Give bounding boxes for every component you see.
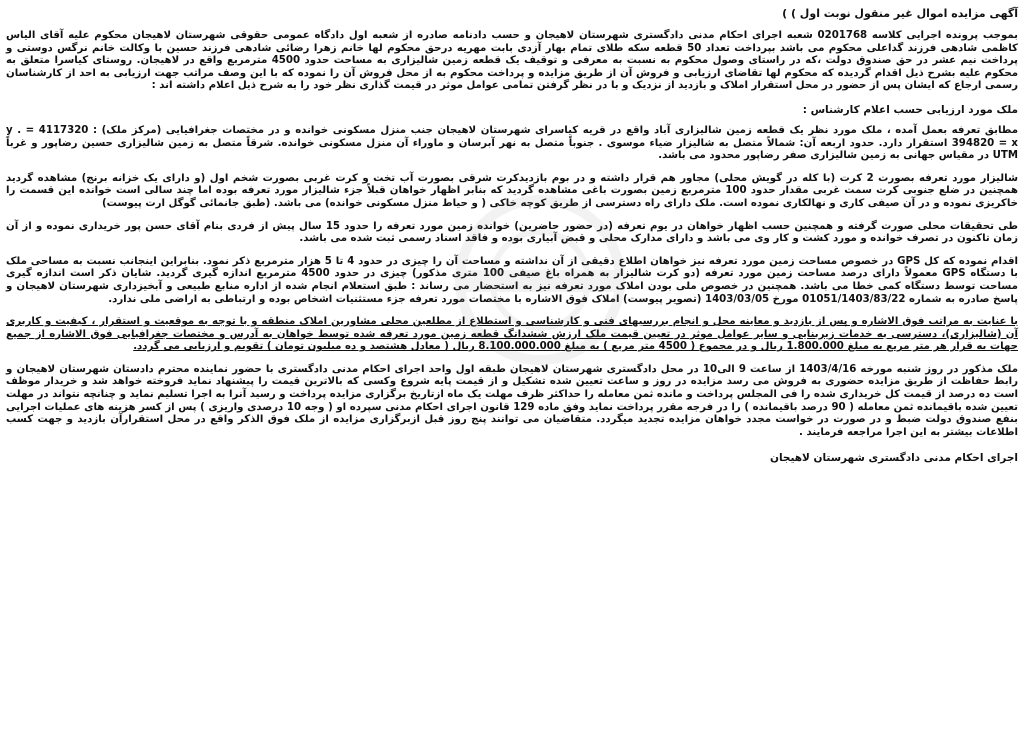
expert-heading: ملک مورد ارزیابی حسب اعلام کارشناس :	[802, 103, 1018, 116]
auction-paragraph: ملک مذکور در روز شنبه مورخه 1403/4/16 از ساعت 9 الی10 در محل دادگستری شهرستان لاهیجان طبقه اول واحد اجرای احکام مدنی دادگستری با حضور نماینده محترم دادستان شهرستان لاهیجان و رابط حفاظت از طریق مزایده حضوری به فروش می رسد مزایده در روز و ساعت تعیین شده تشکیل و از قیمت پایه شروع وکسی که بالاترین قیمت را پیشنهاد نماید فروخته خواهد شد و خریدار موظف است ده درصد از قیمت کل خریداری شده را فی المجلس پرداخت و مانده ثمن معامله را حداکثر ظرف مهلت یک ماه ازتاریخ برگزاری مزایده پرداخت و رسید آنرا به اجرا تسلیم نماید و چنانچه نتواند در مهلت تعیین شده باقیمانده ثمن معامله ( 90 درصد باقیمانده ) را در فرجه مقرر پرداخت نماید وفق ماده 129 قانون اجرای احکام مدنی سپرده او ( وجه 10 درصدی واریزی ) پس از کسر هزینه های عملیات اجرایی بنفع صندوق دولت ضبط و در صورت در خواست مجدد خواهان مزایده تجدید میگردد. متقاضیان می توانند پنج روز قبل ازبرگزاری مزایده از ملک فوق الذکر واقع در محل استقرارآن بازدید و جهت کسب اطلاعات بیشتر به این اجرا مراجعه فرمایند .	[6, 363, 1019, 438]
valuation-paragraph: با عنایت به مراتب فوق الاشاره و پس از بازدید و معاینه محل و انجام بررسیهای فنی و کارشناسی و استطلاع از مطلعین محلی مشاورین املاک منطقه و با توجه به موقعیت و استقرار ، کیفیت و کاربری آن (شالیزاری)، دسترسی به خدمات زیربنایی و سایر عوامل موثر در تعیین قیمت ملک ارزش ششدانگ قطعه زمین مورد تعرفه شده توسط خواهان به آدرس و مختصات جغرافیایی فوق الاشاره از جمیع جهات به قرار هر متر مربع به مبلغ 1.800.000 ریال و در مجموع ( 4500 متر مربع ) به مبلغ 8.100.000.000 ریال ( معادل هشتصد و ده میلیون تومان ) تقویم و ارزیابی می گردد.	[6, 316, 1018, 353]
intro-paragraph: بموجب پرونده اجرایی کلاسه 0201768 شعبه اجرای احکام مدنی دادگستری شهرستان لاهیجان و حسب دادنامه صادره از شعبه اول دادگاه عمومی حقوقی شهرستان لاهیجان محکوم علیه آقای الیاس کاظمی شادهی فرزند گداعلی محکوم می باشد بپرداخت تعداد 50 قطعه سکه طلای تمام بهار آزدی بابت مهریه درحق محکوم لها خانم زهرا رضائی شادهی فرزند حسین با وکالت خانم نرگس دوستی و پرداخت نیم عشر در حق صندوق دولت ،که در راستای وصول محکوم به نسبت به معرفی و توقیف یک قطعه زمین شالیزاری به مساحت حدود 4500 مترمربع واقع در لاهیجان. روستای کیاسرا متعلق به محکوم علیه بشرح ذیل اقدام گردیده که محکوم لها تقاضای ارزیابی و فروش آن از طریق مزایده و پرداخت محکوم به از محل فروش آن را نموده که با این وصف مراتب جهت ارزیابی به احد از کارشناسان رسمی ارجاع که ایشان پس از حضور در محل استقرار املاک و بازدید از نزدیک و با در نظر گرفتن تمامی عوامل موثر در قیمت گذاری نظر خود را به شرح ذیل اعلام داشته اند :	[6, 30, 1018, 92]
description-paragraph: شالیزار مورد تعرفه بصورت 2 کرت (با کله در گویش محلی) مجاور هم قرار داشته و در بوم بازدیدکرت شرقی بصورت آب تخت و کرت غربی بصورت شخم اول (و دارای یک خزانه برنج) مشاهده گردید همچنین در ضلع جنوبی کرت سمت غربی مقدار حدود 100 مترمربع زمین بصورت باغی مشاهده گردید که بنابر اظهار خواهان قبلاً جزء شالیزار مورد تعرفه بوده اما چند سالی است خوانده این قسمت را خاکریزی نموده و در آن صیفی کاری و نهالکاری نموده است. ملک دارای راه دسترسی از طریق کوچه خاکی ( و حیاط منزل مسکونی خوانده) می باشد. (طبق جانمائی گوگل ارت پیوست)	[6, 172, 1018, 209]
signature-line: اجرای احکام مدنی دادگستری شهرستان لاهیجان	[769, 452, 1018, 465]
survey-paragraph: اقدام نموده که کل GPS در خصوص مساحت زمین مورد تعرفه نیز خواهان اطلاع دقیقی از آن نداشته و مساحت آن را چیزی در حدود 4 تا 5 هزار مترمربع ذکر نمود. بنابراین اینجانب نسبت به مساحی ملک با دستگاه GPS معمولاً دارای درصد مساحت زمین مورد تعرفه (دو کرت شالیزار به همراه باغ صیفی 100 متری مذکور) چیزی در حدود 4500 مترمربع اندازه گیری گردید. شایان ذکر است اندازه گیری مساحت توسط دستگاه کمی خطا می باشد. همچنین در خصوص ملی بودن املاک مورد تعرفه نیز به استحضار می رساند : طبق استعلام انجام شده از اداره منابع طبیعی و آبخیزداری شهرستان لاهیجان و پاسخ صادره به شماره 01051/1403/83/22 مورخ 1403/03/05 (تصویر پیوست) املاک فوق الاشاره با مختصات مورد تعرفه جزء مستثنیات اشخاص بوده و ارتباطی به اراضی ملی ندارد.	[6, 255, 1019, 305]
location-paragraph: مطابق تعرفه بعمل آمده ، ملک مورد نظر یک قطعه زمین شالیزاری آباد واقع در قریه کیاسرای شهرستان لاهیجان جنب منزل مسکونی خوانده و در مختصات جغرافیایی (مرکز ملک) : 4117320 = y . 394820 = x استقرار دارد. حدود اربعه آن: شمالاً متصل به شالیزار ضیاء موسوی . جنوباً متصل به نهر آبرسان و ماوراء آن منزل مسکونی خوانده. شرقاً متصل به زمین شالیزاری حسین رضاپور و غرباً UTM در مقیاس جهانی به زمین شالیزاری صفر رضاپور محدود می باشد.	[6, 124, 1019, 162]
notice-title: آگهی مزایده اموال غیر منقول نوبت اول ) )	[782, 7, 1018, 20]
history-paragraph: طی تحقیقات محلی صورت گرفته و همچنین حسب اظهار خواهان در یوم تعرفه (در حضور حاضرین) خوانده زمین مورد تعرفه را حدود 15 سال پیش از فردی بنام آقای حسن پور خریداری نموده و از آن زمان تاکنون در تصرف خوانده و مورد کشت و کار وی می باشد و دارای مدارک محلی و قبض آبیاری بوده و فاقد اسناد رسمی ثبت شده می باشد.	[6, 220, 1019, 245]
